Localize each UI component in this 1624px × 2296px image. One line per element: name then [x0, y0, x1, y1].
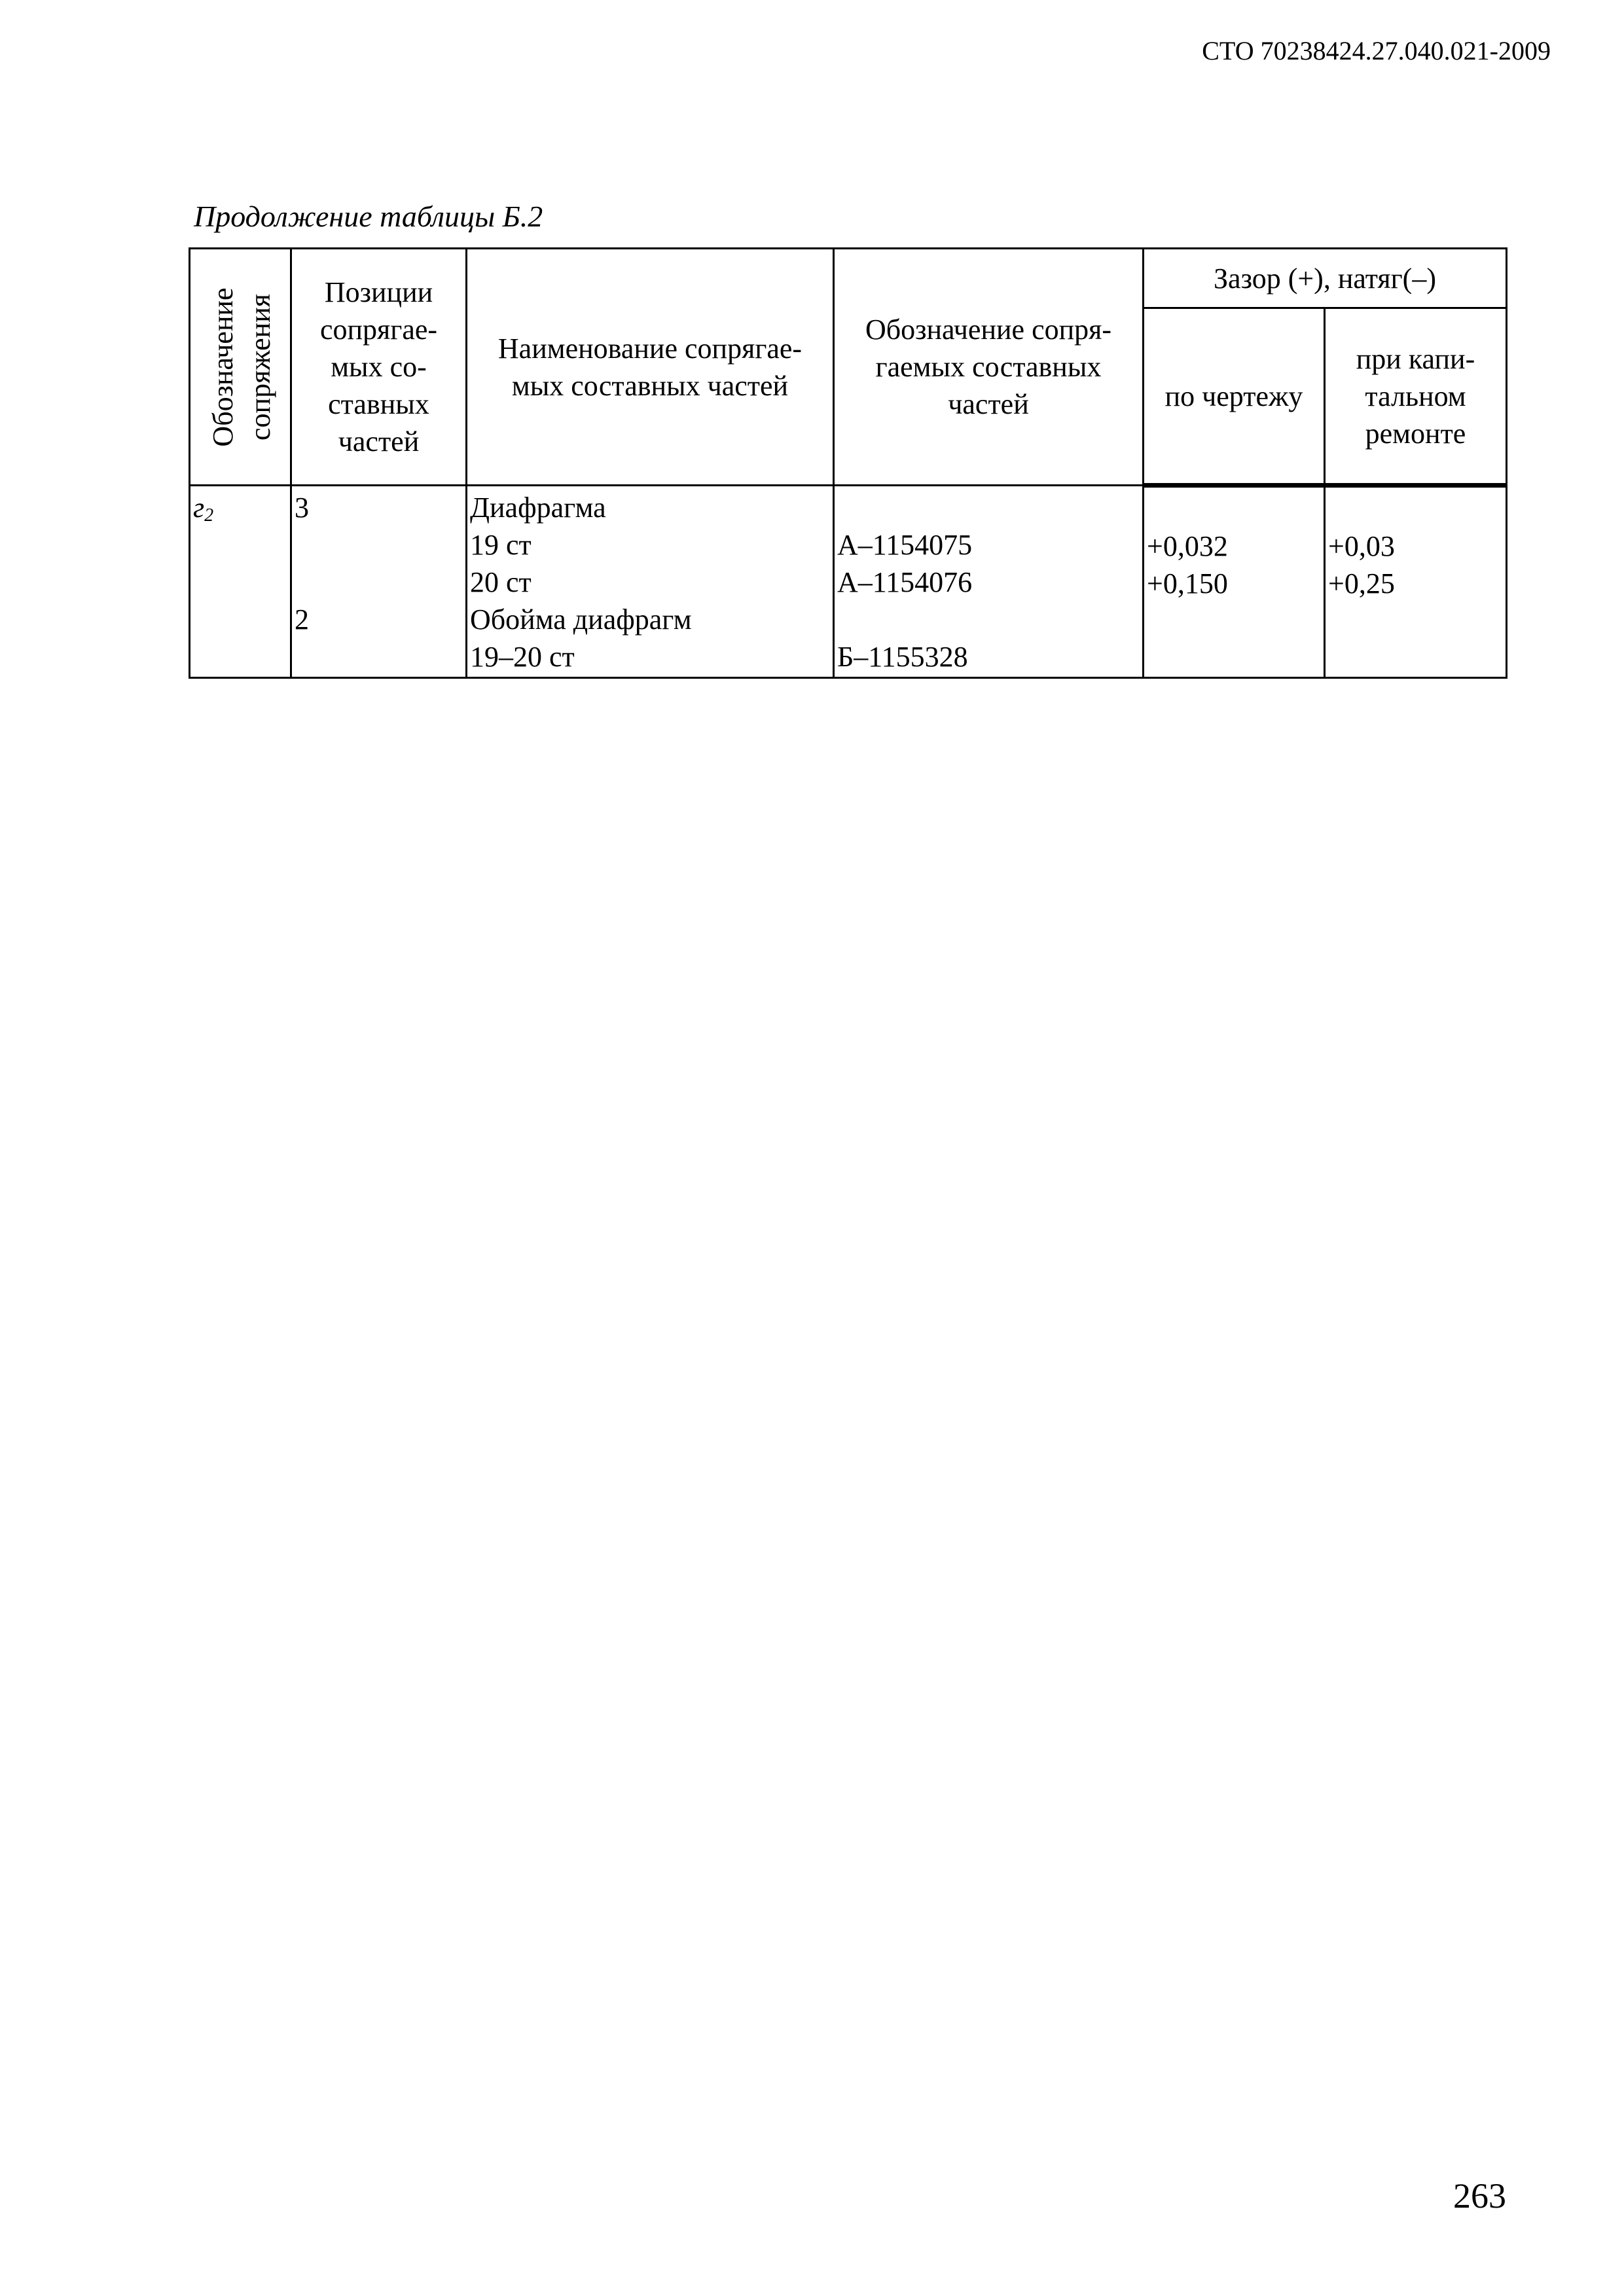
name-line: 19–20 ст [470, 641, 575, 673]
per-drawing-line: +0,032 [1147, 530, 1228, 562]
header-positions-line: мых со- [331, 351, 427, 383]
header-row-1 [190, 249, 1507, 308]
header-part-designation-line: гаемых составных [875, 351, 1102, 383]
header-part-designation-line: частей [948, 388, 1029, 420]
header-name [467, 249, 834, 486]
position-line: 2 [295, 603, 309, 636]
page-number: 263 [1453, 2176, 1506, 2215]
position-line [295, 526, 463, 564]
header-positions-line: Позиции [324, 276, 433, 308]
header-per-drawing: по чертежу [1144, 308, 1325, 486]
header-overhaul-line: тальном [1365, 380, 1466, 412]
designation-value [193, 489, 287, 526]
position-line [295, 638, 463, 675]
header-overhaul-line: при капи- [1356, 342, 1475, 375]
cell-per-drawing [1144, 486, 1325, 678]
part-designation-line [837, 489, 1140, 526]
name-line: Диафрагма [470, 492, 606, 524]
per-drawing-line [1147, 490, 1321, 528]
position-line: 3 [295, 492, 309, 524]
overhaul-line: +0,03 [1328, 530, 1395, 562]
cell-part-designations [834, 486, 1144, 678]
header-gap-group: Зазор (+), натяг(–) [1144, 249, 1507, 308]
header-overhaul-line: ремонте [1365, 417, 1466, 450]
overhaul-line: +0,25 [1328, 567, 1395, 600]
part-designation-line [837, 601, 1140, 638]
overhaul-line [1328, 490, 1503, 528]
header-name-line: мых составных частей [511, 369, 789, 402]
overhaul-line [1328, 639, 1503, 677]
header-positions [291, 249, 467, 486]
per-drawing-line: +0,150 [1147, 567, 1228, 600]
designation-letter: г [193, 492, 205, 524]
name-line: 19 ст [470, 529, 532, 561]
mating-parts-table [189, 247, 1507, 679]
table-row [190, 486, 1507, 678]
header-name-line: Наименование сопрягае- [497, 332, 803, 365]
cell-positions [291, 486, 467, 678]
table-caption: Продолжение таблицы Б.2 [194, 200, 543, 233]
header-designation-line: Обозначение [207, 287, 239, 447]
header-designation-line: сопряжения [244, 293, 276, 440]
part-designation-line: А–1154076 [837, 566, 973, 598]
designation-index: 2 [204, 505, 214, 526]
overhaul-line [1328, 602, 1503, 639]
cell-names [467, 486, 834, 678]
part-designation-line: А–1154075 [837, 529, 973, 561]
name-line: 20 ст [470, 566, 532, 598]
header-positions-line: сопрягае- [319, 314, 438, 346]
per-drawing-line [1147, 602, 1321, 639]
header-part-designation-line: Обозначение сопря- [865, 314, 1112, 346]
document-code: СТО 70238424.27.040.021-2009 [1202, 36, 1551, 65]
header-overhaul [1325, 308, 1507, 486]
position-line [295, 564, 463, 601]
name-line: Обойма диафрагм [470, 603, 692, 636]
per-drawing-line [1147, 639, 1321, 677]
header-designation [190, 249, 291, 486]
header-part-designation [834, 249, 1144, 486]
header-positions-line: частей [338, 425, 420, 457]
cell-overhaul [1325, 486, 1507, 678]
header-positions-line: ставных [328, 388, 429, 420]
cell-designation [190, 486, 291, 678]
part-designation-line: Б–1155328 [837, 641, 968, 673]
